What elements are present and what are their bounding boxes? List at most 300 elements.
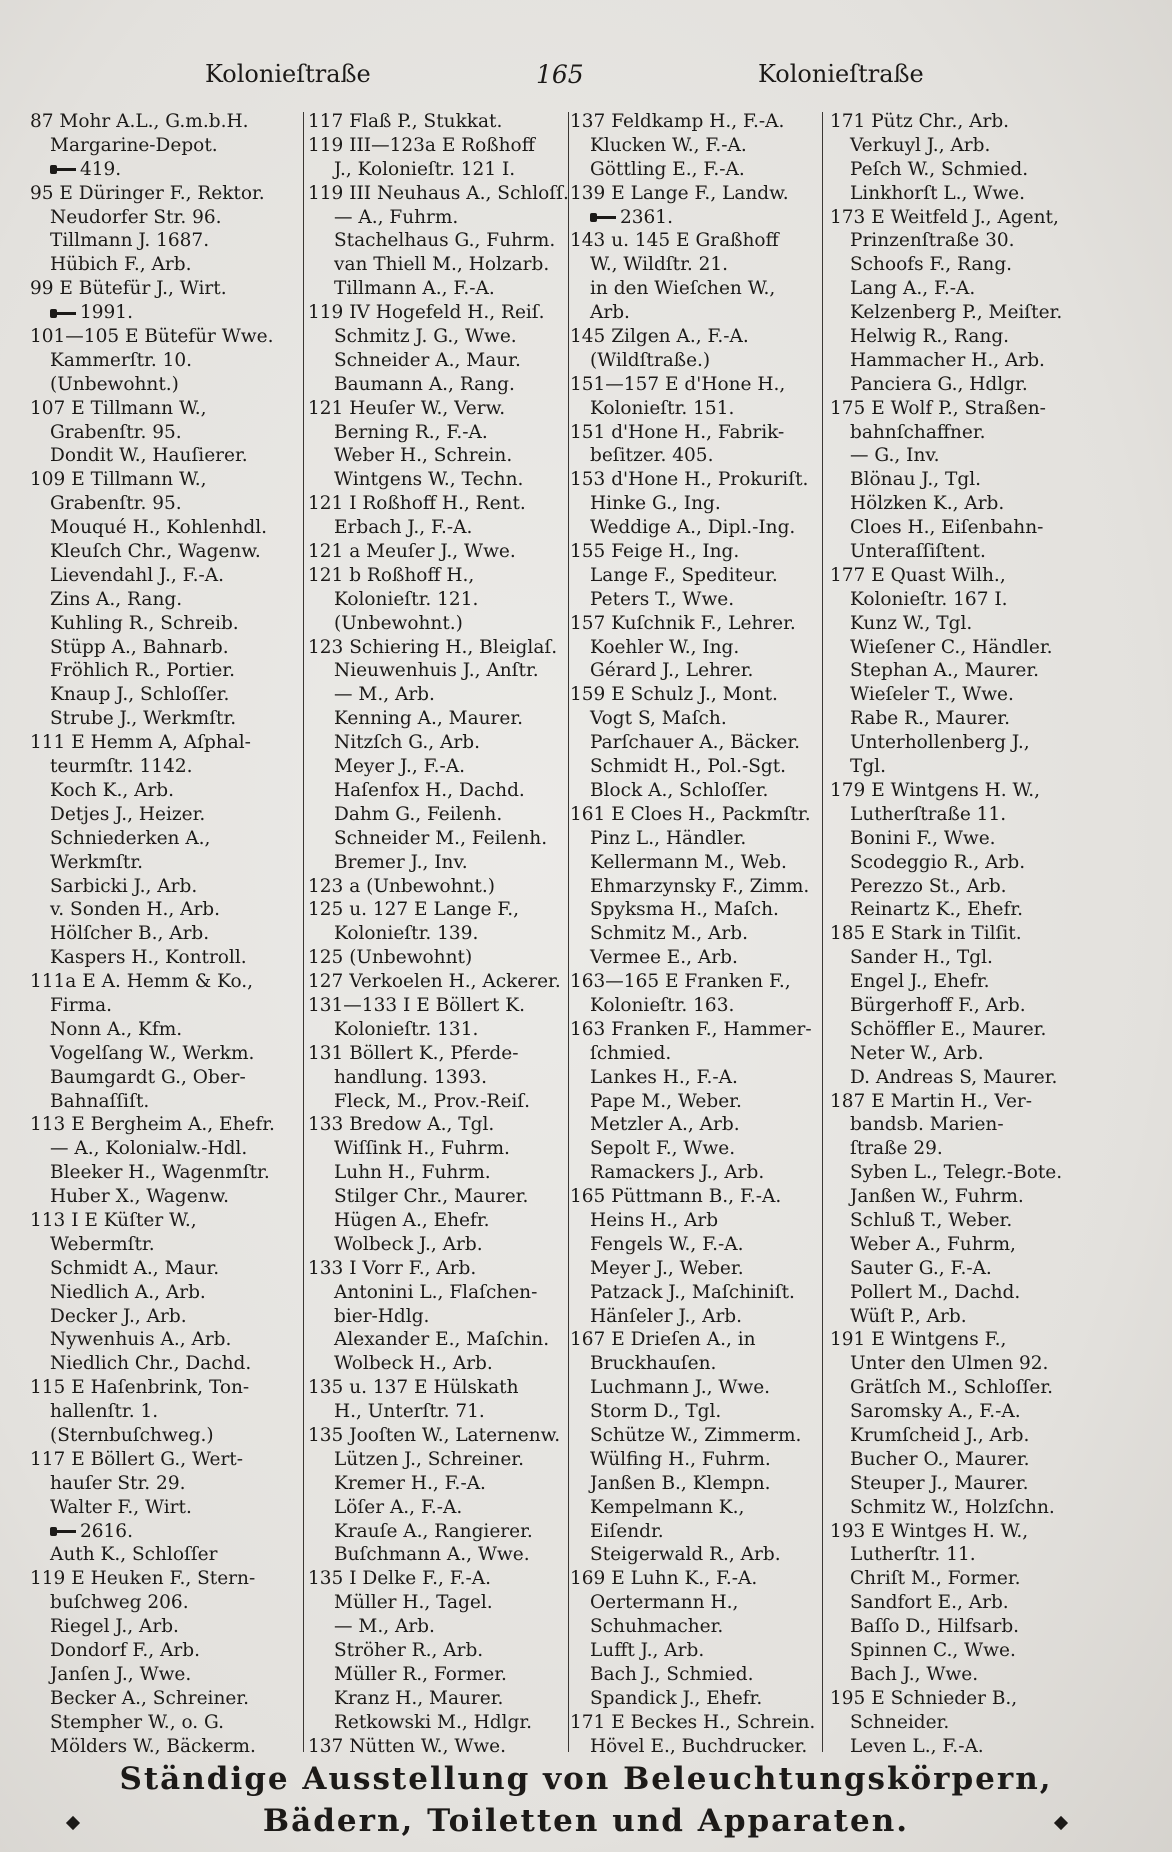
directory-entry-text: 171 Pütz Chr., Arb.: [830, 111, 1010, 132]
directory-entry: [30, 492, 306, 516]
directory-entry: [570, 110, 852, 134]
directory-entry: [570, 827, 852, 851]
directory-entry-text: — G., Inv.: [850, 445, 940, 467]
directory-entry-text: Lutherſtraße 11.: [850, 803, 1007, 825]
directory-entry: [830, 158, 1110, 182]
directory-entry-text: Neudorfer Str. 96.: [50, 206, 222, 228]
directory-entry-text: Antonini L., Flaſchen-: [334, 1281, 538, 1303]
directory-entry-text: Niedlich Chr., Dachd.: [50, 1353, 252, 1375]
directory-entry-text: Haſenfox H., Dachd.: [334, 779, 525, 801]
directory-entry: [308, 1376, 600, 1400]
directory-entry-text: Chriſt M., Former.: [850, 1568, 1021, 1590]
directory-entry-text: handlung. 1393.: [334, 1066, 488, 1088]
directory-entry: [30, 1663, 306, 1687]
directory-entry: [830, 659, 1110, 683]
directory-entry: [30, 1090, 306, 1114]
directory-entry-text: Meyer J., F.-A.: [334, 756, 465, 778]
directory-entry: [308, 898, 600, 922]
directory-entry: [570, 397, 852, 421]
directory-entry-text: Kolonieſtr. 121.: [334, 588, 479, 610]
directory-entry: [830, 1591, 1110, 1615]
directory-entry-text: Kempelmann K.,: [590, 1496, 745, 1518]
directory-entry-text: Dahm G., Feilenh.: [334, 803, 503, 825]
directory-entry: [30, 707, 306, 731]
directory-entry: [570, 707, 852, 731]
directory-entry-text: Bleeker H., Wagenmſtr.: [50, 1162, 270, 1184]
directory-entry-text: J., Kolonieſtr. 121 I.: [334, 158, 516, 180]
directory-entry-text: Fleck, M., Prov.-Reiſ.: [334, 1090, 530, 1112]
directory-entry-text: Panciera G., Hdlgr.: [850, 373, 1028, 395]
directory-entry: [30, 946, 306, 970]
directory-entry: [308, 1257, 600, 1281]
directory-entry-text: Unter den Ulmen 92.: [850, 1353, 1049, 1375]
directory-entry-text: Arb.: [590, 302, 630, 324]
directory-entry: [570, 1018, 852, 1042]
directory-entry: [308, 1663, 600, 1687]
directory-entry-text: Strube J., Werkmſtr.: [50, 708, 237, 730]
directory-entry-text: 161 E Cloes H., Packmſtr.: [570, 803, 811, 825]
directory-entry-text: Hänſeler J., Arb.: [590, 1305, 743, 1327]
directory-entry: [830, 875, 1110, 899]
directory-entry: [30, 110, 306, 134]
directory-entry: [30, 994, 306, 1018]
directory-entry: [570, 158, 852, 182]
directory-entry: [570, 182, 852, 206]
directory-entry-text: Kolonieſtr. 167 I.: [850, 588, 1008, 610]
directory-entry-text: Helwig R., Rang.: [850, 326, 1010, 348]
directory-entry-text: Peſch W., Schmied.: [850, 158, 1029, 180]
directory-entry: [308, 444, 600, 468]
directory-entry: [570, 540, 852, 564]
directory-entry: [30, 277, 306, 301]
directory-entry: [570, 1687, 852, 1711]
directory-entry: [308, 1328, 600, 1352]
directory-entry: [30, 1567, 306, 1591]
directory-entry-text: 95 E Düringer F., Rektor.: [30, 182, 265, 204]
directory-entry-text: 159 E Schulz J., Mont.: [570, 684, 778, 706]
directory-entry-text: Nonn A., Kfm.: [50, 1018, 183, 1040]
directory-entry: [30, 1472, 306, 1496]
directory-entry-text: 143 u. 145 E Graßhoff: [570, 230, 779, 252]
directory-entry-text: Bahnaſſiſt.: [50, 1090, 150, 1112]
directory-entry: [570, 277, 852, 301]
directory-entry-text: Stilger Chr., Maurer.: [334, 1186, 529, 1208]
directory-entry: [30, 301, 306, 325]
directory-entry-text: 121 a Meuſer J., Wwe.: [308, 541, 516, 563]
directory-entry: [570, 1066, 852, 1090]
directory-entry: [570, 922, 852, 946]
directory-entry-text: 167 E Drieſen A., in: [570, 1329, 756, 1351]
directory-entry-text: Firma.: [50, 994, 113, 1016]
directory-entry: [308, 1687, 600, 1711]
directory-entry-text: Retkowski M., Hdlgr.: [334, 1711, 533, 1733]
directory-entry-text: Kenning A., Maurer.: [334, 708, 524, 730]
directory-entry-text: 179 E Wintgens H. W.,: [830, 779, 1041, 801]
directory-entry: [308, 588, 600, 612]
directory-entry: [308, 1018, 600, 1042]
directory-entry-text: 1991.: [80, 302, 133, 324]
directory-entry-text: 177 E Quast Wilh.,: [830, 564, 1006, 586]
directory-column-3: [570, 110, 852, 1755]
directory-entry-text: Wieſeler T., Wwe.: [850, 684, 1014, 706]
directory-entry: [830, 1185, 1110, 1209]
directory-entry: [30, 182, 306, 206]
directory-entry-text: Kranz H., Maurer.: [334, 1687, 504, 1709]
directory-entry-text: 2616.: [80, 1520, 133, 1542]
directory-entry-text: hallenſtr. 1.: [50, 1401, 159, 1423]
directory-entry: [30, 540, 306, 564]
directory-entry-text: 419.: [80, 158, 122, 180]
directory-entry-text: 2361.: [620, 206, 673, 228]
directory-entry: [570, 1281, 852, 1305]
directory-entry-text: Neter W., Arb.: [850, 1042, 984, 1064]
directory-entry-text: beſitzer. 405.: [590, 445, 714, 467]
directory-entry: [570, 803, 852, 827]
directory-entry: [830, 1018, 1110, 1042]
directory-entry: [570, 1376, 852, 1400]
directory-entry: [830, 1281, 1110, 1305]
directory-entry: [830, 1448, 1110, 1472]
directory-columns: [30, 110, 1110, 1755]
directory-entry-text: 121 b Roßhoff H.,: [308, 564, 475, 586]
directory-entry-text: 187 E Martin H., Ver-: [830, 1090, 1033, 1112]
directory-entry: [308, 1042, 600, 1066]
directory-entry: [830, 1400, 1110, 1424]
advertisement-line-1: Ständige Ausstellung von Beleuchtungskörpern,: [119, 1761, 1053, 1797]
directory-entry: [308, 397, 600, 421]
directory-entry-text: Vogt S, Maſch.: [590, 708, 727, 730]
directory-entry-text: Lange F., Spediteur.: [590, 564, 778, 586]
directory-entry: [830, 1424, 1110, 1448]
directory-entry: [30, 158, 306, 182]
directory-entry: [570, 206, 852, 230]
directory-entry-text: Nitzſch G., Arb.: [334, 732, 480, 754]
directory-entry-text: Hövel E., Buchdrucker.: [590, 1735, 808, 1755]
directory-entry: [830, 277, 1110, 301]
directory-entry: [830, 349, 1110, 373]
directory-entry: [308, 1066, 600, 1090]
directory-entry-text: Lufft J., Arb.: [590, 1640, 705, 1661]
directory-entry: [308, 1735, 600, 1755]
directory-entry: [308, 707, 600, 731]
directory-entry-text: Pape M., Weber.: [590, 1090, 742, 1112]
directory-entry-text: Mouqué H., Kohlenhdl.: [50, 517, 268, 539]
directory-entry: [830, 851, 1110, 875]
directory-entry-text: Wolbeck J., Arb.: [334, 1233, 483, 1255]
directory-entry: [308, 1209, 600, 1233]
directory-entry: [830, 803, 1110, 827]
directory-entry-text: 111 E Hemm A, Aſphal-: [30, 732, 251, 754]
directory-entry-text: Syben L., Telegr.-Bote.: [850, 1162, 1063, 1184]
directory-entry-text: Stephan A., Maurer.: [850, 660, 1040, 682]
directory-entry-text: Storm D., Tgl.: [590, 1401, 722, 1423]
telephone-icon: [50, 165, 76, 174]
directory-entry: [830, 301, 1110, 325]
directory-entry: [308, 516, 600, 540]
directory-entry-text: Spandick J., Ehefr.: [590, 1687, 763, 1709]
directory-entry: [570, 1233, 852, 1257]
directory-entry: [570, 1448, 852, 1472]
directory-entry-text: Grabenſtr. 95.: [50, 421, 182, 443]
directory-entry: [830, 1352, 1110, 1376]
directory-entry-text: Bremer J., Inv.: [334, 851, 468, 873]
directory-entry-text: 139 E Lange F., Landw.: [570, 182, 789, 204]
directory-entry: [570, 1113, 852, 1137]
directory-entry: [308, 827, 600, 851]
directory-entry: [570, 994, 852, 1018]
directory-entry-text: Müller H., Tagel.: [334, 1592, 493, 1614]
directory-entry: [570, 1639, 852, 1663]
directory-entry: [30, 421, 306, 445]
directory-entry-text: 193 E Wintges H. W.,: [830, 1520, 1029, 1542]
directory-entry: [830, 468, 1110, 492]
directory-entry: [308, 779, 600, 803]
directory-entry-text: Block A., Schloſſer.: [590, 779, 769, 801]
directory-entry: [570, 516, 852, 540]
directory-entry: [570, 468, 852, 492]
directory-entry-text: 113 I E Küſter W.,: [30, 1209, 197, 1231]
directory-entry: [570, 1520, 852, 1544]
directory-entry: [308, 1591, 600, 1615]
directory-entry: [830, 1687, 1110, 1711]
directory-entry: [570, 1472, 852, 1496]
directory-entry-text: — M., Arb.: [334, 684, 435, 706]
directory-entry: [830, 1090, 1110, 1114]
directory-entry: [830, 1376, 1110, 1400]
header-street-right: Kolonieſtraße: [758, 60, 924, 88]
directory-entry: [30, 468, 306, 492]
directory-entry-text: 99 E Bütefür J., Wirt.: [30, 278, 227, 300]
directory-entry: [570, 1400, 852, 1424]
directory-entry: [570, 1090, 852, 1114]
directory-entry-text: Erbach J., F.-A.: [334, 517, 473, 539]
directory-entry-text: 115 E Haſenbrink, Ton-: [30, 1377, 250, 1399]
directory-entry-text: Sander H., Tgl.: [850, 947, 993, 969]
directory-entry-text: Tillmann J. 1687.: [50, 230, 210, 252]
directory-entry-text: Leven L., F.-A.: [850, 1735, 984, 1755]
directory-entry-text: Heins H., Arb: [590, 1209, 719, 1231]
directory-entry-text: Fengels W., F.-A.: [590, 1233, 744, 1255]
directory-entry: [308, 636, 600, 660]
directory-entry: [570, 444, 852, 468]
directory-entry: [830, 564, 1110, 588]
directory-entry: [308, 1281, 600, 1305]
directory-entry: [308, 1448, 600, 1472]
directory-entry-text: Schmitz W., Holzſchn.: [850, 1496, 1055, 1518]
directory-entry: [830, 1496, 1110, 1520]
directory-entry-text: 163—165 E Franken F.,: [570, 971, 791, 993]
directory-entry-text: 121 Heuſer W., Verw.: [308, 397, 506, 419]
directory-entry: [30, 1209, 306, 1233]
directory-entry: [830, 134, 1110, 158]
directory-entry: [570, 349, 852, 373]
directory-entry-text: Bürgerhoff F., Arb.: [850, 994, 1026, 1016]
directory-entry-text: Bach J., Wwe.: [850, 1663, 979, 1685]
directory-entry: [30, 659, 306, 683]
directory-entry-text: Weber A., Fuhrm,: [850, 1233, 1016, 1255]
directory-entry: [30, 731, 306, 755]
directory-entry-text: 153 d'Hone H., Prokuriſt.: [570, 469, 809, 491]
directory-entry-text: Rabe R., Maurer.: [850, 708, 1010, 730]
directory-entry-text: Vermee E., Arb.: [590, 947, 738, 969]
directory-entry: [830, 325, 1110, 349]
directory-entry-text: Tillmann A., F.-A.: [334, 278, 495, 300]
directory-entry: [30, 325, 306, 349]
directory-entry: [570, 779, 852, 803]
advertisement-line-2: Bädern, Toiletten und Apparaten.: [262, 1803, 910, 1839]
directory-entry-text: Lankes H., F.-A.: [590, 1066, 738, 1088]
directory-entry-text: (Sternbuſchweg.): [50, 1424, 214, 1446]
directory-entry-text: Lützen J., Schreiner.: [334, 1448, 524, 1470]
directory-entry: [830, 1328, 1110, 1352]
directory-entry-text: Luhn H., Fuhrm.: [334, 1162, 491, 1184]
directory-entry-text: Sarbicki J., Arb.: [50, 875, 198, 897]
directory-entry-text: Stüpp A., Bahnarb.: [50, 636, 229, 658]
directory-entry: [30, 1735, 306, 1755]
directory-entry: [570, 612, 852, 636]
directory-entry-text: Klucken W., F.-A.: [590, 134, 747, 156]
directory-entry: [570, 492, 852, 516]
directory-entry-text: Meyer J., Weber.: [590, 1257, 744, 1279]
directory-entry: [830, 1615, 1110, 1639]
directory-entry: [30, 1066, 306, 1090]
directory-entry: [570, 134, 852, 158]
directory-entry-text: 123 a (Unbewohnt.): [308, 875, 495, 897]
directory-entry: [570, 1615, 852, 1639]
directory-entry-text: Krauſe A., Rangierer.: [334, 1520, 533, 1542]
directory-entry-text: Steigerwald R., Arb.: [590, 1544, 781, 1566]
directory-entry-text: 87 Mohr A.L., G.m.b.H.: [30, 111, 249, 132]
directory-entry: [830, 1520, 1110, 1544]
directory-entry-text: Pinz L., Händler.: [590, 827, 747, 849]
directory-entry-text: Luchmann J., Wwe.: [590, 1377, 771, 1399]
directory-entry-text: Bonini F., Wwe.: [850, 827, 996, 849]
directory-entry-text: Prinzenſtraße 30.: [850, 230, 1015, 252]
directory-entry: [570, 731, 852, 755]
directory-entry: [30, 229, 306, 253]
directory-entry: [308, 1352, 600, 1376]
directory-entry-text: W., Wildſtr. 21.: [590, 254, 729, 276]
directory-entry-text: Spinnen C., Wwe.: [850, 1640, 1016, 1661]
directory-entry: [30, 636, 306, 660]
directory-entry-text: 185 E Stark in Tilſit.: [830, 923, 1022, 945]
directory-entry-text: bahnſchaffner.: [850, 421, 986, 443]
directory-entry: [30, 1137, 306, 1161]
directory-entry-text: 135 Jooſten W., Laternenw.: [308, 1424, 561, 1446]
directory-entry-text: Sandfort E., Arb.: [850, 1592, 1009, 1614]
directory-entry-text: 127 Verkoelen H., Ackerer.: [308, 971, 561, 993]
directory-entry-text: Lutherſtr. 11.: [850, 1544, 976, 1566]
directory-entry-text: (Unbewohnt.): [334, 612, 463, 634]
directory-entry-text: 123 Schiering H., Bleiglaſ.: [308, 636, 558, 658]
directory-entry-text: Schöffler E., Maurer.: [850, 1018, 1047, 1040]
directory-entry-text: Koehler W., Ing.: [590, 636, 740, 658]
directory-entry: [308, 851, 600, 875]
directory-entry-text: Patzack J., Maſchiniſt.: [590, 1281, 795, 1303]
directory-entry-text: buſchweg 206.: [50, 1592, 189, 1614]
directory-entry: [30, 1018, 306, 1042]
directory-entry: [30, 755, 306, 779]
directory-entry: [30, 373, 306, 397]
directory-entry-text: Huber X., Wagenw.: [50, 1186, 230, 1208]
directory-entry: [308, 1161, 600, 1185]
directory-entry: [570, 1185, 852, 1209]
directory-entry-text: Tgl.: [850, 756, 886, 778]
directory-entry-text: Baſſo D., Hilfsarb.: [850, 1616, 1020, 1638]
directory-entry: [570, 325, 852, 349]
directory-entry: [308, 182, 600, 206]
directory-entry-text: Metzler A., Arb.: [590, 1114, 740, 1136]
directory-entry: [570, 1042, 852, 1066]
directory-entry-text: Dondorf F., Arb.: [50, 1640, 200, 1661]
directory-entry: [30, 397, 306, 421]
directory-entry: [830, 182, 1110, 206]
directory-entry-text: Hübich F., Arb.: [50, 254, 192, 276]
directory-entry: [308, 1424, 600, 1448]
directory-entry-text: 155 Feige H., Ing.: [570, 541, 740, 563]
directory-entry: [830, 1066, 1110, 1090]
directory-entry-text: Hinke G., Ing.: [590, 493, 721, 515]
directory-entry: [30, 1615, 306, 1639]
directory-entry: [570, 1209, 852, 1233]
directory-entry-text: Ströher R., Arb.: [334, 1640, 484, 1661]
directory-entry-text: 131 Böllert K., Pferde-: [308, 1042, 519, 1064]
directory-entry-text: Janßen B., Klempn.: [590, 1472, 771, 1494]
telephone-icon: [50, 309, 76, 318]
directory-entry-text: Becker A., Schreiner.: [50, 1687, 250, 1709]
directory-entry-text: Engel J., Ehefr.: [850, 971, 990, 993]
directory-entry-text: Schoofs F., Rang.: [850, 254, 1013, 276]
directory-entry: [308, 659, 600, 683]
directory-entry-text: 169 E Luhn K., F.-A.: [570, 1568, 758, 1590]
directory-entry-text: 117 E Böllert G., Wert-: [30, 1448, 243, 1470]
directory-entry: [830, 1209, 1110, 1233]
directory-entry-text: Sepolt F., Wwe.: [590, 1138, 736, 1160]
directory-entry: [308, 468, 600, 492]
directory-entry-text: ſchmied.: [590, 1042, 672, 1064]
directory-entry-text: Hügen A., Ehefr.: [334, 1209, 490, 1231]
directory-entry: [570, 851, 852, 875]
directory-entry: [308, 1113, 600, 1137]
directory-entry: [830, 827, 1110, 851]
directory-entry: [830, 970, 1110, 994]
directory-entry-text: Koch K., Arb.: [50, 779, 175, 801]
directory-entry-text: Baumann A., Rang.: [334, 373, 515, 395]
directory-entry: [570, 564, 852, 588]
directory-entry: [308, 994, 600, 1018]
directory-entry: [570, 1305, 852, 1329]
directory-entry-text: 137 Feldkamp H., F.-A.: [570, 111, 785, 132]
directory-entry-text: Schuhmacher.: [590, 1616, 724, 1638]
directory-entry: [30, 1520, 306, 1544]
directory-entry: [308, 206, 600, 230]
directory-entry-text: Kolonieſtr. 139.: [334, 923, 479, 945]
directory-entry: [30, 1424, 306, 1448]
directory-entry-text: Scodeggio R., Arb.: [850, 851, 1026, 873]
directory-entry-text: Steuper J., Maurer.: [850, 1472, 1029, 1494]
directory-entry-text: Kellermann M., Web.: [590, 851, 787, 873]
directory-entry-text: Müller R., Former.: [334, 1663, 507, 1685]
directory-entry-text: Göttling E., F.-A.: [590, 158, 745, 180]
directory-entry-text: (Unbewohnt.): [50, 373, 179, 395]
directory-entry-text: Schmidt A., Maur.: [50, 1257, 220, 1279]
directory-entry: [30, 1448, 306, 1472]
directory-entry: [830, 1711, 1110, 1735]
directory-entry: [830, 421, 1110, 445]
directory-entry: [570, 1735, 852, 1755]
directory-entry-text: Berning R., F.-A.: [334, 421, 488, 443]
directory-entry-text: Grätſch M., Schloſſer.: [850, 1377, 1054, 1399]
